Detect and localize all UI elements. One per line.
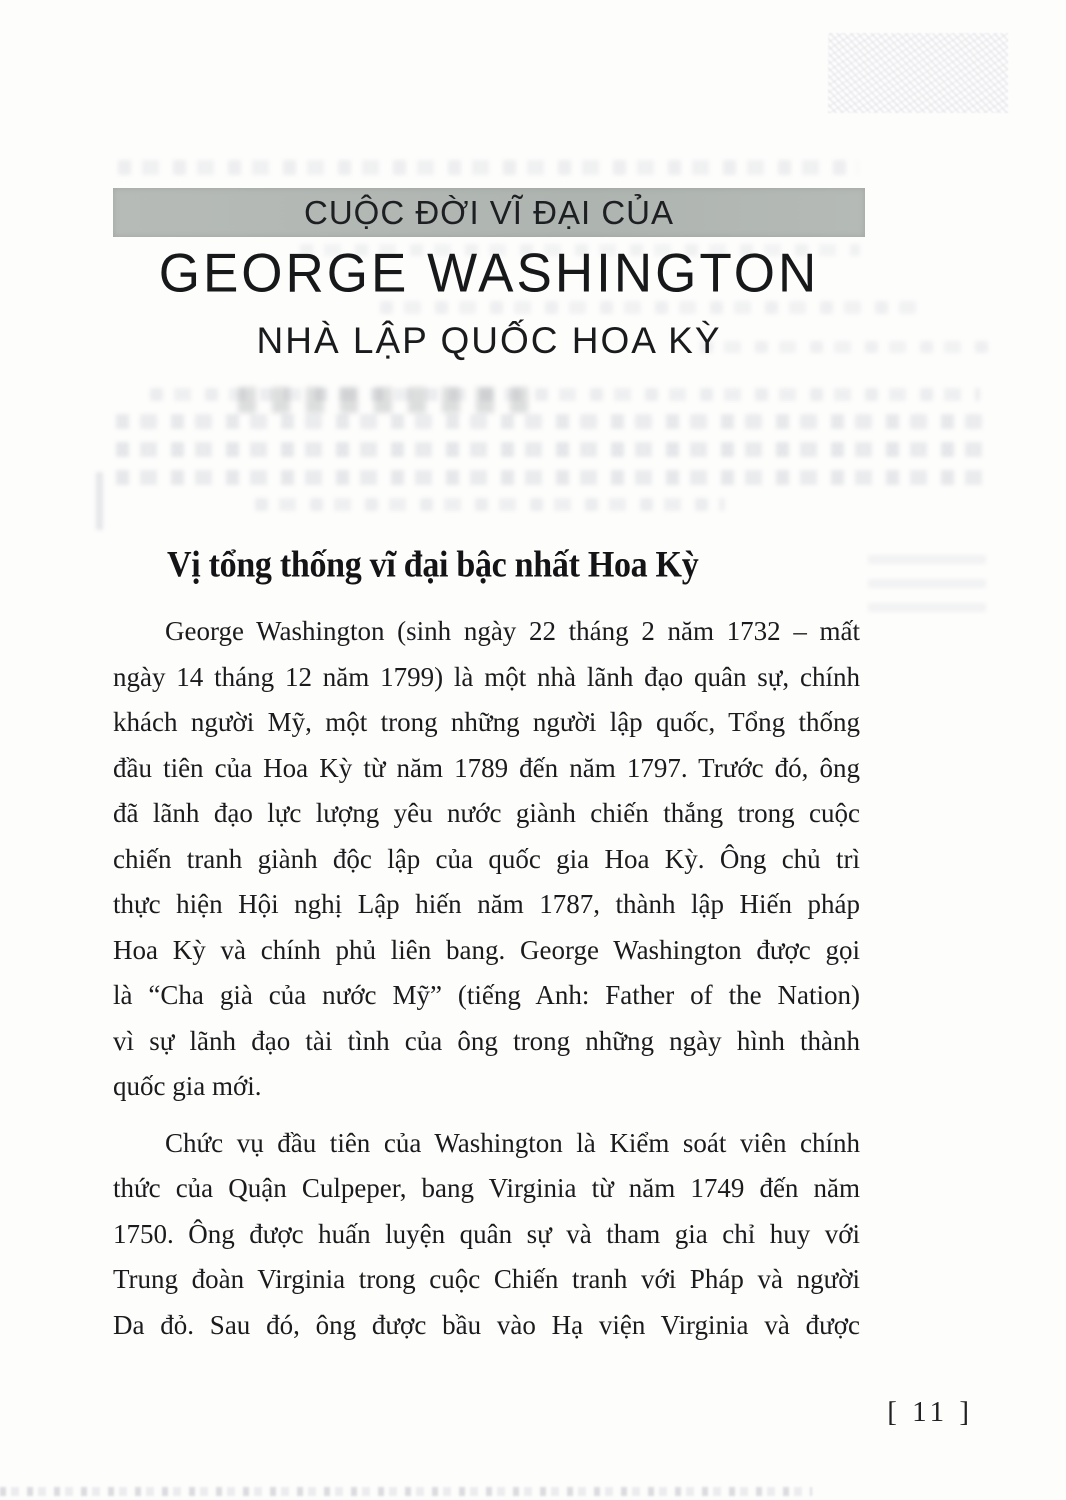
scan-mark-artifact — [96, 472, 103, 530]
text-line: chiến tranh giành độc lập của quốc gia Hoa Kỳ. Ông chủ trì — [113, 843, 860, 874]
paragraphs — [113, 609, 860, 1359]
text-line: 1750. Ông được huấn luyện quân sự và tham gia chỉ huy với — [113, 1218, 860, 1249]
text-line: đã lãnh đạo lực lượng yêu nước giành chiến thắng trong cuộc — [113, 798, 860, 828]
text-line: quốc gia mới. — [113, 1071, 262, 1101]
text-line: George Washington (sinh ngày 22 tháng 2 năm 1732 – mất — [165, 616, 860, 646]
bleedthrough-text-artifact — [255, 498, 725, 511]
chapter-title: GEORGE WASHINGTON — [158, 242, 820, 305]
scan-noise-band — [0, 1487, 812, 1496]
text-line: là “Cha già của nước Mỹ” (tiếng Anh: Father of the Nation) — [113, 980, 860, 1010]
text-line: Hoa Kỳ và chính phủ liên bang. George Washington được gọi — [113, 934, 860, 965]
text-line: đầu tiên của Hoa Kỳ từ năm 1789 đến năm 1797. Trước đó, ông — [113, 752, 860, 783]
bleedthrough-text-artifact — [118, 160, 858, 175]
text-line: khách người Mỹ, một trong những người lập quốc, Tổng thống — [113, 707, 860, 737]
text-line: Trung đoàn Virginia trong cuộc Chiến tranh với Pháp và người — [113, 1264, 860, 1294]
text-line: vì sự lãnh đạo tài tình của ông trong những ngày hình thành — [113, 1025, 860, 1056]
text-line: Da đỏ. Sau đó, ông được bầu vào Hạ viện Virginia và được — [113, 1309, 860, 1340]
bleedthrough-text-artifact — [868, 552, 986, 612]
chapter-kicker-label: CUỘC ĐỜI VĨ ĐẠI CỦA — [304, 194, 674, 231]
section-heading: Vị tổng thống vĩ đại bậc nhất Hoa Kỳ — [167, 545, 699, 585]
chapter-subtitle: NHÀ LẬP QUỐC HOA KỲ — [256, 320, 722, 361]
bleedthrough-text-artifact — [238, 387, 538, 413]
bleedthrough-text-artifact — [116, 470, 992, 485]
page-number: [ 11 ] — [887, 1396, 973, 1428]
bleedthrough-text-artifact — [116, 414, 984, 429]
paragraph — [113, 609, 860, 1110]
scan-noise-patch — [828, 33, 1008, 113]
bleedthrough-text-artifact — [116, 442, 990, 457]
text-line: ngày 14 tháng 12 năm 1799) là một nhà lãnh đạo quân sự, chính — [113, 661, 860, 692]
text-line: Chức vụ đầu tiên của Washington là Kiểm soát viên chính — [165, 1127, 860, 1158]
text-line: thực hiện Hội nghị Lập hiến năm 1787, thành lập Hiến pháp — [113, 889, 860, 919]
chapter-kicker-bar — [113, 188, 865, 237]
paragraph — [113, 1121, 860, 1349]
text-line: thức của Quận Culpeper, bang Virginia từ năm 1749 đến năm — [113, 1173, 860, 1203]
